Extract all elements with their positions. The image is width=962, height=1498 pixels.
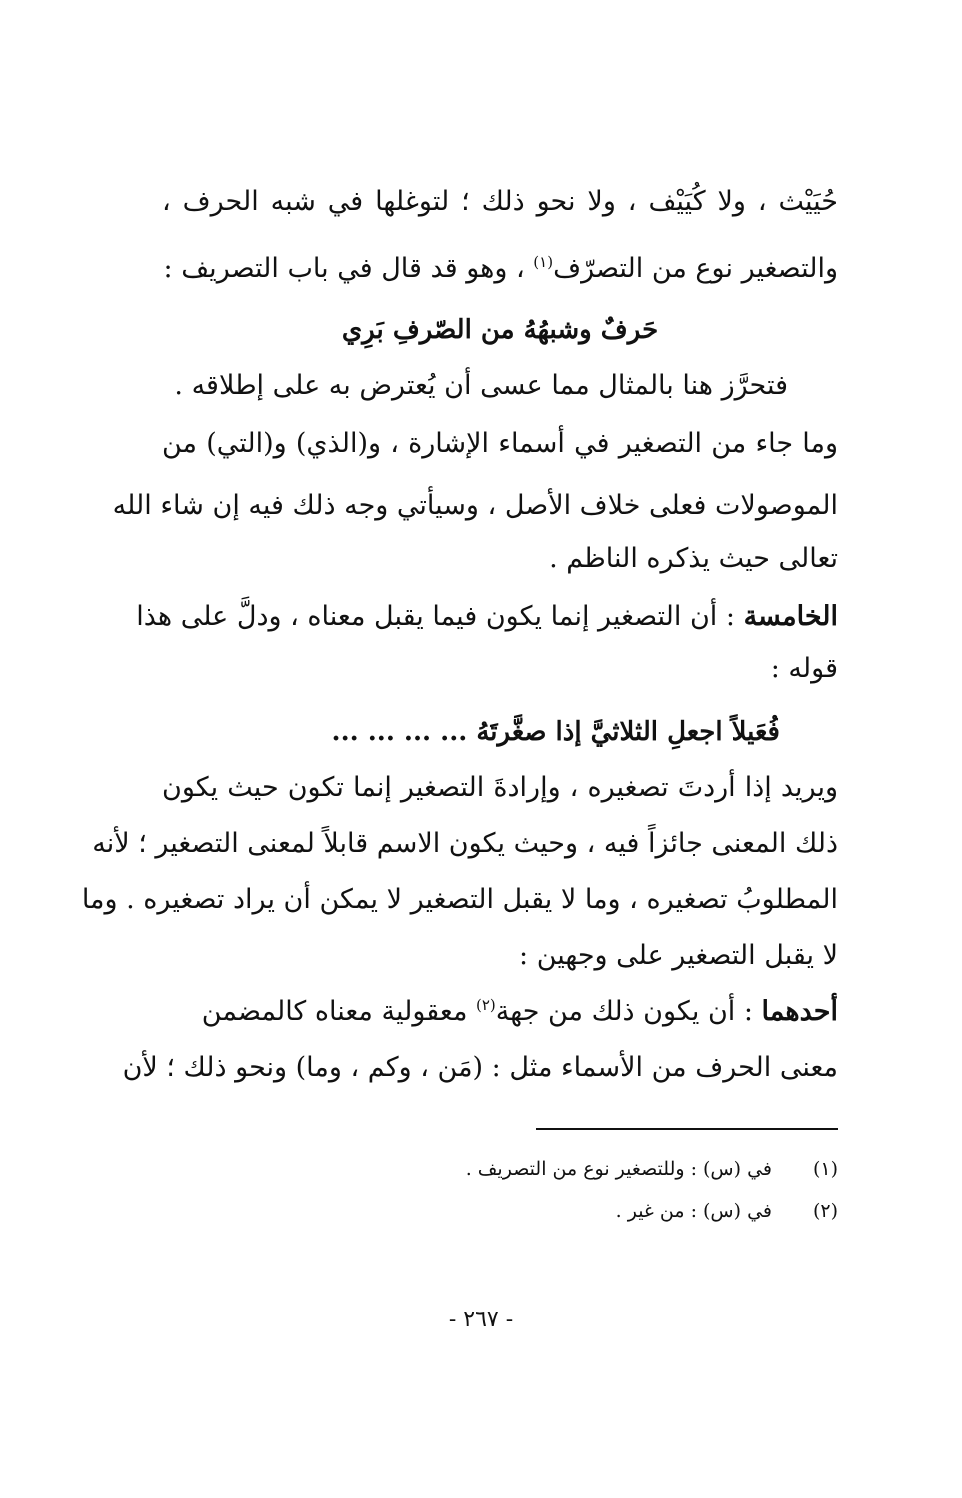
text-line-12: لا يقبل التصغير على وجهين : bbox=[519, 940, 838, 971]
footnote-number: (١) bbox=[812, 1158, 838, 1180]
verse-line-1: حَرفٌ وشبهُهُ من الصّرفِ بَرِي bbox=[341, 315, 659, 345]
text-segment: ، وهو قد قال في باب التصريف : bbox=[163, 253, 534, 284]
footnote-ref-2: (٢) bbox=[476, 996, 496, 1014]
text-line-5: الموصولات فعلى خلاف الأصل ، وسيأتي وجه ذلك فيه إن شاء الله bbox=[112, 490, 838, 521]
text-line-2 bbox=[162, 245, 838, 293]
verse-line-2: فُعَيلاً اجعلِ الثلاثيَّ إذا صغَّرتَهُ ... ... ... ... bbox=[331, 717, 780, 747]
text-line-10: ذلك المعنى جائزاً فيه ، وحيث يكون الاسم قابلاً لمعنى التصغير ؛ لأنه bbox=[92, 828, 838, 859]
text-line-3: فتحرَّز هنا بالمثال مما عسى أن يُعترض به على إطلاقه . bbox=[174, 370, 788, 401]
text-line-11: المطلوبُ تصغيره ، وما لا يقبل التصغير لا يمكن أن يراد تصغيره . وما bbox=[81, 884, 838, 915]
text-line-14: معنى الحرف من الأسماء مثل : (مَن ، وكم ، وما) ونحو ذلك ؛ لأن bbox=[122, 1052, 838, 1083]
footnote-text: في (س) : وللتصغير نوع من التصريف . bbox=[465, 1158, 772, 1180]
page-number: - ٢٦٧ - bbox=[448, 1307, 514, 1332]
text-segment: والتصغير نوع من التصرّف bbox=[553, 253, 838, 284]
text-segment: معقولية معناه كالمضمن bbox=[201, 996, 476, 1027]
text-line-13 bbox=[162, 988, 838, 1036]
text-segment: : أن التصغير إنما يكون فيما يقبل معناه ، ودلَّ على هذا bbox=[136, 601, 744, 632]
text-line-6: تعالى حيث يذكره الناظم . bbox=[549, 543, 838, 574]
text-line-9: ويريد إذا أردتَ تصغيره ، وإرادةَ التصغير إنما تكون حيث يكون bbox=[162, 772, 838, 803]
footnote-1 bbox=[300, 1154, 838, 1184]
footnote-ref-1: (١) bbox=[533, 253, 554, 271]
text-segment: : أن يكون ذلك من جهة bbox=[495, 996, 762, 1027]
footnote-divider bbox=[536, 1128, 838, 1130]
text-line-1: حُيَيْث ، ولا كُيَيْف ، ولا نحو ذلك ؛ لتوغلها في شبه الحرف ، bbox=[162, 186, 838, 217]
footnote-text: في (س) : من غير . bbox=[615, 1200, 772, 1222]
section-heading: الخامسة bbox=[743, 601, 838, 632]
text-line-4: وما جاء من التصغير في أسماء الإشارة ، و(الذي) و(التي) من bbox=[162, 428, 838, 459]
footnote-2 bbox=[300, 1196, 838, 1226]
footnote-number: (٢) bbox=[812, 1200, 838, 1222]
text-line-8: قوله : bbox=[770, 653, 838, 684]
text-line-7 bbox=[136, 593, 838, 641]
section-heading: أحدهما bbox=[761, 996, 838, 1027]
